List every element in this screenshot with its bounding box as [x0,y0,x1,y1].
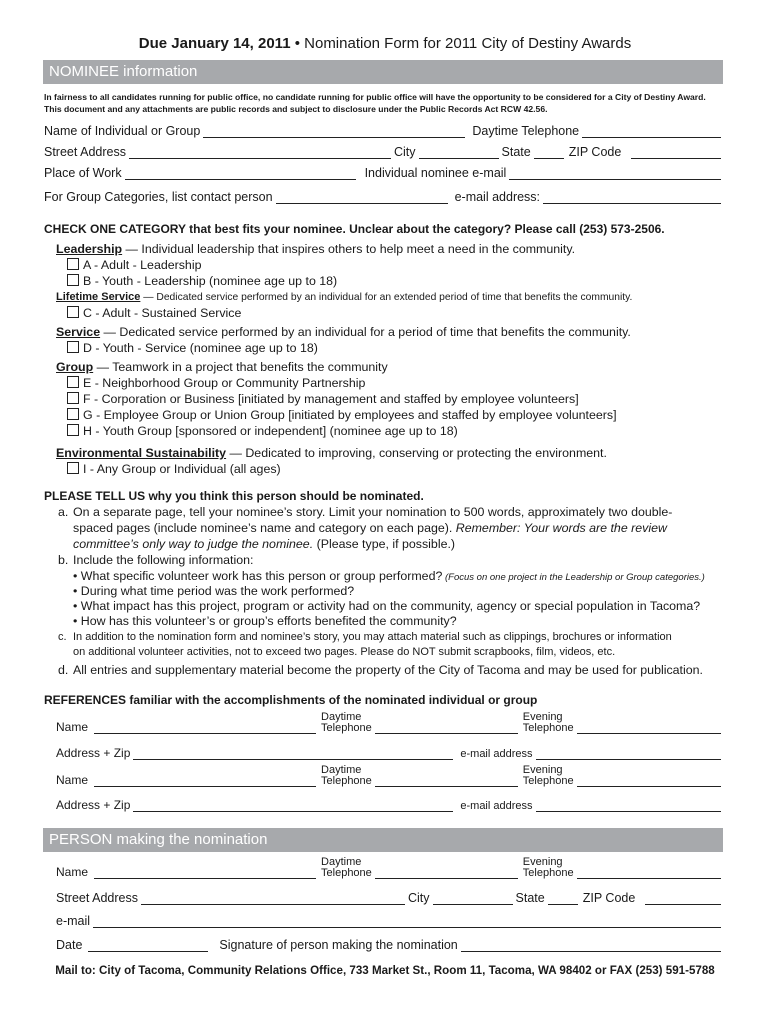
ref1-address-field[interactable] [133,747,453,760]
category-d-label: D - Youth - Service (nominee age up to 18) [83,341,318,355]
date-field[interactable] [88,939,208,952]
ref2-daytime-tel-text: Telephone [321,775,372,787]
person-street-label: Street Address [56,891,138,905]
person-email-row [56,914,724,928]
ref1-daytime-text: Daytime [321,711,362,723]
item-c-line2: on additional volunteer activities, not to exceed two pages. Please do NOT submit scrapbooks, film, videos, etc. [73,646,616,658]
person-street-field[interactable] [141,892,405,905]
nominee-name-row [44,124,724,138]
mail-to-footer: Mail to: City of Tacoma, Community Relations Office, 733 Market St., Room 11, Tacoma, WA 98402 or FAX (253) 591-5788 [55,964,715,977]
leadership-desc: — Individual leadership that inspires others to help meet a need in the community. [122,242,576,256]
ref1-evening-tel-text: Telephone [522,722,574,734]
ref1-evening-field[interactable] [577,721,721,734]
person-evening-field[interactable] [577,866,721,879]
category-h[interactable] [67,424,458,438]
fairness-notice: In fairness to all candidates running for public office, no candidate running for public office will have the opportunity to be considered for a City of Destiny Award. This document and any attachments are public records and subject to disclosure under the Public Records Act RCW 42.56. [44,92,706,114]
category-f[interactable] [67,392,579,406]
person-city-field[interactable] [433,892,513,905]
question-1-note: (Focus on one project in the Leadership or Group categories.) [442,572,705,583]
due-date: Due January 14, 2011 [138,35,291,52]
ref1-email-field[interactable] [536,747,721,760]
item-c-line1: In addition to the nomination form and nominee’s story, you may attach material such as clippings, brochures or information [73,631,672,643]
item-b-line1: Include the following information: [73,553,254,567]
category-i[interactable] [67,462,281,476]
person-state-label: State [515,891,545,905]
item-d-label: d. [58,663,69,677]
category-c-label: C - Adult - Sustained Service [83,306,242,320]
service-group [56,325,631,339]
category-h-label: H - Youth Group [sponsored or independent] (nominee age up to 18) [83,424,458,438]
nominee-street-label: Street Address [44,145,126,159]
ref2-name-label: Name [56,773,89,787]
environment-desc: — Dedicated to improving, conserving or protecting the environment. [226,446,607,460]
service-desc: — Dedicated service performed by an individual for a period of time that benefits the community. [100,325,631,339]
checkbox-h[interactable] [67,424,79,436]
service-title: Service [56,325,101,339]
ref2-evening-field[interactable] [577,774,721,787]
person-name-label: Name [56,865,89,879]
group-category [56,360,388,374]
person-zip-field[interactable] [645,892,721,905]
date-label: Date [56,938,83,952]
ref2-email-label: e-mail address [460,800,533,812]
person-name-row [56,857,724,879]
category-g-label: G - Employee Group or Union Group [initiated by employees and staffed by employee volunteers] [83,408,617,422]
category-g[interactable] [67,408,617,422]
item-b-label: b. [58,553,69,567]
ref2-name-field[interactable] [94,774,316,787]
nominee-daytime-tel-field[interactable] [582,125,721,138]
group-email-field[interactable] [543,191,721,204]
person-evening-label [523,857,574,879]
ref2-address-field[interactable] [133,799,453,812]
ref2-email-field[interactable] [536,799,721,812]
group-email-label: e-mail address: [454,190,541,204]
individual-email-label: Individual nominee e-mail [364,166,507,180]
reference-1-row [56,712,724,734]
person-signature-row [56,938,724,952]
ref2-daytime-field[interactable] [375,774,518,787]
group-title: Group [56,360,94,374]
item-a-label: a. [58,505,69,519]
group-desc: — Teamwork in a project that benefits the community [93,360,388,374]
category-b-label: B - Youth - Leadership (nominee age up to 18) [83,274,338,288]
ref1-email-label: e-mail address [460,748,533,760]
person-evening-text: Evening [522,856,563,868]
signature-label: Signature of person making the nomination [219,938,458,952]
person-zip-label: ZIP Code [582,891,636,905]
ref1-name-label: Name [56,720,89,734]
reference-2-row [56,765,724,787]
category-f-label: F - Corporation or Business [initiated by management and staffed by employee volunteers] [83,392,579,406]
nominee-city-label: City [394,145,416,159]
question-2: • During what time period was the work performed? [73,584,355,598]
form-title [0,35,770,52]
item-a-line3-text: (Please type, if possible.) [313,537,456,551]
item-a-line2-italic: Remember: Your words are the review [455,521,667,535]
checkbox-a[interactable] [67,258,79,270]
category-e-label: E - Neighborhood Group or Community Partnership [83,376,366,390]
checkbox-f[interactable] [67,392,79,404]
person-address-row [56,891,724,905]
category-i-label: I - Any Group or Individual (all ages) [83,462,281,476]
item-a-line2-text: spaced pages (include nominee’s name and category on each page). [73,521,456,535]
category-a-label: A - Adult - Leadership [83,258,202,272]
checkbox-c[interactable] [67,306,79,318]
person-daytime-text: Daytime [321,856,362,868]
leadership-group [56,242,575,256]
ref2-evening-text: Evening [522,764,563,776]
ref2-evening-tel-text: Telephone [522,775,574,787]
references-heading: REFERENCES familiar with the accomplishments of the nominated individual or group [44,693,538,707]
nominee-daytime-tel-label: Daytime Telephone [472,124,580,138]
nominee-state-label: State [501,145,531,159]
ref1-daytime-tel-text: Telephone [321,722,372,734]
reference-2-address-row [56,798,724,812]
item-a-line1: On a separate page, tell your nominee’s story. Limit your nomination to 500 words, approximately two double- [73,505,673,519]
nominee-name-field[interactable] [203,125,465,138]
person-daytime-label [321,857,372,879]
group-contact-row [44,190,724,204]
group-contact-label: For Group Categories, list contact person [44,190,273,204]
title-bullet: • [294,35,300,52]
place-of-work-label: Place of Work [44,166,122,180]
nominee-address-row [44,145,724,159]
person-section-bar: PERSON making the nomination [43,828,723,852]
category-e[interactable] [67,376,365,390]
lifetime-title: Lifetime Service [56,291,141,303]
person-evening-tel-text: Telephone [522,867,574,879]
checkbox-e[interactable] [67,376,79,388]
ref2-daytime-label [321,765,372,787]
person-daytime-field[interactable] [375,866,518,879]
ref2-daytime-text: Daytime [321,764,362,776]
person-email-field[interactable] [93,915,721,928]
lifetime-group [56,291,632,303]
ref2-evening-label [523,765,574,787]
checkbox-b[interactable] [67,274,79,286]
nominee-city-field[interactable] [419,146,499,159]
nominee-zip-label: ZIP Code [568,145,622,159]
nominee-work-row [44,166,724,180]
ref1-evening-label [523,712,574,734]
nominee-state-field[interactable] [534,146,564,159]
environment-group [56,446,607,460]
nominee-section-bar: NOMINEE information [43,60,723,84]
place-of-work-field[interactable] [125,167,356,180]
person-state-field[interactable] [548,892,578,905]
nominee-zip-field[interactable] [631,146,721,159]
question-3: • What impact has this project, program or activity had on the community, agency or special population in Tacoma? [73,599,701,613]
question-1-text: • What specific volunteer work has this person or group performed? [73,569,443,583]
reference-1-address-row [56,746,724,760]
category-b[interactable] [67,274,337,288]
environment-title: Environmental Sustainability [56,446,227,460]
group-contact-field[interactable] [276,191,448,204]
item-a-line2 [73,521,667,535]
item-a-line3-italic: committee’s only way to judge the nominee. [73,537,314,551]
category-d[interactable] [67,341,318,355]
leadership-title: Leadership [56,242,123,256]
ref1-evening-text: Evening [522,711,563,723]
category-c[interactable] [67,306,241,320]
item-c-label: c. [58,631,67,643]
ref1-daytime-field[interactable] [375,721,518,734]
person-daytime-tel-text: Telephone [321,867,372,879]
question-4: • How has this volunteer’s or group’s efforts benefited the community? [73,614,457,628]
nominee-name-label: Name of Individual or Group [44,124,201,138]
signature-field[interactable] [461,939,721,952]
nominee-street-field[interactable] [129,146,391,159]
category-heading: CHECK ONE CATEGORY that best fits your nominee. Unclear about the category? Please call (253) 573-2506. [44,222,665,236]
person-email-label: e-mail [56,914,91,928]
individual-email-field[interactable] [509,167,721,180]
checkbox-g[interactable] [67,408,79,420]
ref1-daytime-label [321,712,372,734]
checkbox-d[interactable] [67,341,79,353]
person-name-field[interactable] [94,866,316,879]
ref2-address-label: Address + Zip [56,798,131,812]
tell-heading: PLEASE TELL US why you think this person should be nominated. [44,489,424,503]
question-1 [73,569,705,583]
ref1-name-field[interactable] [94,721,316,734]
item-d-line1: All entries and supplementary material become the property of the City of Tacoma and may be used for publication. [73,663,703,677]
ref1-address-label: Address + Zip [56,746,131,760]
item-a-line3 [73,537,455,551]
checkbox-i[interactable] [67,462,79,474]
form-name: Nomination Form for 2011 City of Destiny Awards [304,35,632,52]
category-a[interactable] [67,258,201,272]
lifetime-desc: — Dedicated service performed by an individual for an extended period of time that benefits the community. [140,292,633,303]
person-city-label: City [408,891,430,905]
